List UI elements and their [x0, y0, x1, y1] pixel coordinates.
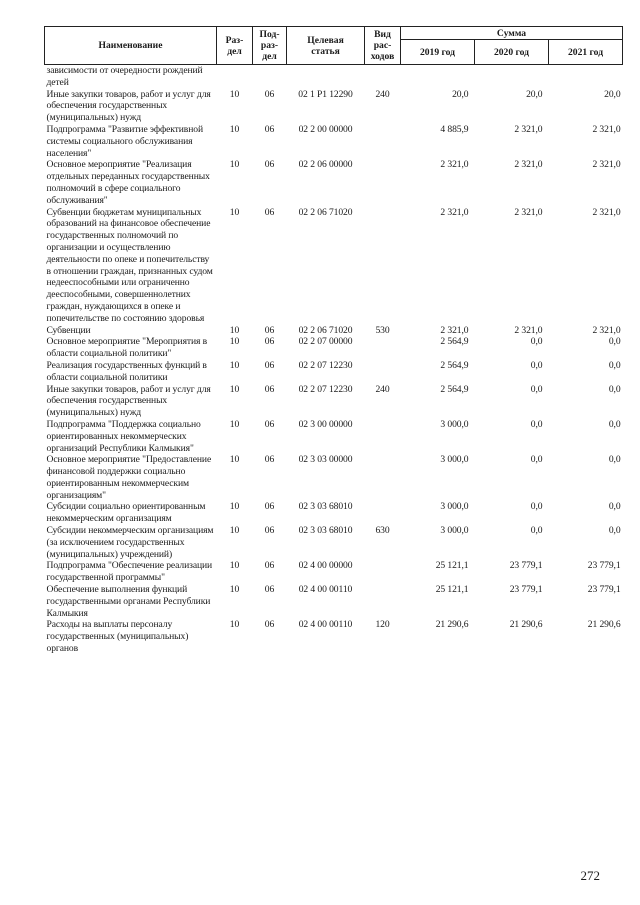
- row-name: Расходы на выплаты персоналу государственных (муниципальных) органов: [46, 619, 189, 655]
- row-podrazdel: 06: [264, 336, 275, 348]
- row-sum-2019: 2 321,0: [440, 159, 469, 171]
- table-row: [45, 419, 623, 454]
- row-sum-2020: 0,0: [530, 359, 543, 371]
- row-sum-2019: 21 290,6: [435, 619, 469, 631]
- row-vid: 120: [375, 619, 390, 631]
- row-target: 02 2 06 71020: [298, 324, 353, 336]
- row-sum-2020: [475, 65, 549, 89]
- row-sum-2021: 0,0: [608, 501, 621, 513]
- row-vid: 530: [375, 324, 390, 336]
- table-row: [45, 454, 623, 501]
- row-sum-2020: 0,0: [530, 501, 543, 513]
- row-razdel: 10: [229, 584, 240, 596]
- row-podrazdel: 06: [264, 454, 275, 466]
- row-podrazdel: 06: [264, 123, 275, 135]
- row-sum-2019: 3 000,0: [440, 525, 469, 537]
- row-sum-2020: 0,0: [530, 418, 543, 430]
- table-row: [45, 207, 623, 325]
- row-name: Обеспечение выполнения функций государственными органами Республики Калмыкия: [46, 584, 211, 619]
- row-sum-2019: 20,0: [452, 88, 469, 100]
- row-vid: [365, 560, 401, 584]
- row-name: Основное мероприятие "Предоставление финансовой поддержки социально ориентированным некоммерческим организациям": [46, 454, 212, 501]
- table-row: [45, 65, 623, 89]
- row-podrazdel: 06: [264, 324, 275, 336]
- row-sum-2021: [549, 65, 623, 89]
- row-vid: [365, 159, 401, 206]
- row-sum-2019: 2 321,0: [440, 324, 469, 336]
- header-sum: Сумма: [401, 27, 623, 40]
- row-podrazdel: 06: [264, 359, 275, 371]
- row-sum-2020: 0,0: [530, 525, 543, 537]
- row-razdel: 10: [229, 619, 240, 631]
- row-podrazdel: 06: [264, 206, 275, 218]
- table-row: [45, 584, 623, 619]
- row-name: Подпрограмма "Поддержка социально ориентированных некоммерческих организаций Республики Калмыкия": [46, 418, 201, 454]
- row-target: 02 2 07 12230: [298, 359, 353, 371]
- table-row: [45, 325, 623, 337]
- row-sum-2021: 20,0: [604, 88, 621, 100]
- row-name: Основное мероприятие "Реализация отдельных переданных государственных полномочий в сфере социального обслуживания": [46, 159, 210, 206]
- row-sum-2019: [401, 65, 475, 89]
- row-target: 02 2 07 12230: [298, 383, 353, 395]
- row-target: 02 4 00 00000: [298, 560, 353, 572]
- row-vid: [365, 454, 401, 501]
- table-row: [45, 336, 623, 360]
- header-razdel: Раз- дел: [217, 27, 253, 65]
- row-sum-2021: 0,0: [608, 383, 621, 395]
- row-sum-2021: 21 290,6: [587, 619, 621, 631]
- row-sum-2020: 0,0: [530, 454, 543, 466]
- row-razdel: 10: [229, 159, 240, 171]
- row-target: 02 2 06 71020: [298, 206, 353, 218]
- row-podrazdel: 06: [264, 88, 275, 100]
- row-razdel: [217, 65, 253, 89]
- row-target: 02 2 06 00000: [298, 159, 353, 171]
- row-podrazdel: 06: [264, 560, 275, 572]
- row-target: 02 3 03 00000: [298, 454, 353, 466]
- row-target: 02 3 00 00000: [298, 418, 353, 430]
- row-sum-2020: 23 779,1: [509, 560, 543, 572]
- row-name: Подпрограмма "Обеспечение реализации государственной программы": [46, 560, 213, 584]
- row-target: 02 4 00 00110: [298, 584, 353, 596]
- row-podrazdel: 06: [264, 525, 275, 537]
- row-razdel: 10: [229, 324, 240, 336]
- row-sum-2021: 23 779,1: [587, 584, 621, 596]
- row-sum-2019: 2 564,9: [440, 336, 469, 348]
- row-sum-2021: 0,0: [608, 418, 621, 430]
- row-sum-2019: 4 885,9: [440, 123, 469, 135]
- row-sum-2020: 2 321,0: [514, 324, 543, 336]
- row-vid: 240: [375, 383, 390, 395]
- table-row: [45, 619, 623, 654]
- row-name: Субвенции: [46, 324, 91, 336]
- row-sum-2019: 25 121,1: [435, 584, 469, 596]
- table-row: [45, 159, 623, 206]
- table-header: [45, 27, 623, 65]
- row-sum-2020: 2 321,0: [514, 206, 543, 218]
- row-razdel: 10: [229, 88, 240, 100]
- table-row: [45, 360, 623, 384]
- row-podrazdel: [253, 65, 287, 89]
- table-row: [45, 560, 623, 584]
- row-name: Субсидии социально ориентированным некоммерческим организациям: [46, 501, 206, 525]
- row-sum-2021: 0,0: [608, 525, 621, 537]
- row-razdel: 10: [229, 383, 240, 395]
- header-2021: 2021 год: [549, 40, 623, 65]
- row-razdel: 10: [229, 501, 240, 513]
- row-sum-2019: 2 321,0: [440, 206, 469, 218]
- row-razdel: 10: [229, 454, 240, 466]
- row-vid: [365, 65, 401, 89]
- header-2019: 2019 год: [401, 40, 475, 65]
- table-row: [45, 525, 623, 560]
- row-sum-2019: 2 564,9: [440, 383, 469, 395]
- row-vid: [365, 419, 401, 454]
- row-sum-2020: 2 321,0: [514, 159, 543, 171]
- row-sum-2019: 25 121,1: [435, 560, 469, 572]
- row-sum-2020: 23 779,1: [509, 584, 543, 596]
- row-sum-2020: 0,0: [530, 383, 543, 395]
- table-body: [45, 65, 623, 655]
- row-name: Основное мероприятие "Мероприятия в области социальной политики": [46, 336, 208, 360]
- row-razdel: 10: [229, 123, 240, 135]
- row-sum-2019: 3 000,0: [440, 454, 469, 466]
- row-target: 02 3 03 68010: [298, 501, 353, 513]
- header-2020: 2020 год: [475, 40, 549, 65]
- row-razdel: 10: [229, 206, 240, 218]
- row-sum-2021: 0,0: [608, 336, 621, 348]
- row-vid: [365, 501, 401, 525]
- row-name: Подпрограмма "Развитие эффективной системы социального обслуживания населения": [46, 123, 203, 159]
- row-sum-2021: 0,0: [608, 454, 621, 466]
- row-name: Субсидии некоммерческим организациям (за исключением государственных (муниципальных) учреждений): [46, 525, 214, 560]
- row-vid: [365, 124, 401, 159]
- row-razdel: 10: [229, 560, 240, 572]
- row-podrazdel: 06: [264, 619, 275, 631]
- row-target: 02 4 00 00110: [298, 619, 353, 631]
- row-sum-2020: 2 321,0: [514, 123, 543, 135]
- row-sum-2021: 2 321,0: [592, 324, 621, 336]
- row-sum-2021: 2 321,0: [592, 206, 621, 218]
- row-target: 02 2 07 00000: [298, 336, 353, 348]
- page-number: 272: [580, 868, 600, 883]
- row-razdel: 10: [229, 336, 240, 348]
- row-name: Реализация государственных функций в области социальной политики: [46, 359, 207, 383]
- table-row: [45, 501, 623, 525]
- header-name: Наименование: [45, 27, 217, 65]
- row-razdel: 10: [229, 525, 240, 537]
- row-podrazdel: 06: [264, 383, 275, 395]
- header-target: Целевая статья: [287, 27, 365, 65]
- row-razdel: 10: [229, 359, 240, 371]
- row-sum-2021: 2 321,0: [592, 123, 621, 135]
- row-sum-2020: 21 290,6: [509, 619, 543, 631]
- row-podrazdel: 06: [264, 584, 275, 596]
- table-row: [45, 89, 623, 124]
- row-target: [287, 65, 365, 89]
- row-vid: [365, 584, 401, 619]
- row-vid: [365, 336, 401, 360]
- row-razdel: 10: [229, 418, 240, 430]
- row-vid: [365, 207, 401, 325]
- row-vid: 630: [375, 525, 390, 537]
- row-podrazdel: 06: [264, 501, 275, 513]
- row-name: Иные закупки товаров, работ и услуг для обеспечения государственных (муниципальных) нужд: [46, 88, 211, 124]
- table-row: [45, 124, 623, 159]
- table-row: [45, 384, 623, 419]
- row-sum-2020: 0,0: [530, 336, 543, 348]
- row-sum-2019: 3 000,0: [440, 418, 469, 430]
- row-name: Субвенции бюджетам муниципальных образований на финансовое обеспечение государственных полномочий по организации и осуществлению деятельности по опеке и попечительству в отношении граждан, признанных судом недееспособными или ограниченно дееспособными, совершеннолетних граждан, нуждающихся в опеке и попечительстве по состоянию здоровья: [46, 206, 213, 324]
- row-sum-2020: 20,0: [526, 88, 543, 100]
- row-sum-2021: 23 779,1: [587, 560, 621, 572]
- row-sum-2019: 3 000,0: [440, 501, 469, 513]
- row-vid: 240: [375, 88, 390, 100]
- row-sum-2021: 2 321,0: [592, 159, 621, 171]
- row-podrazdel: 06: [264, 159, 275, 171]
- budget-table: [44, 26, 623, 655]
- row-target: 02 2 00 00000: [298, 123, 353, 135]
- row-podrazdel: 06: [264, 418, 275, 430]
- header-podrazdel: Под- раз- дел: [253, 27, 287, 65]
- row-name: Иные закупки товаров, работ и услуг для обеспечения государственных (муниципальных) нужд: [46, 383, 211, 419]
- row-target: 02 3 03 68010: [298, 525, 353, 537]
- row-target: 02 1 P1 12290: [298, 88, 353, 100]
- header-vid: Вид рас- ходов: [365, 27, 401, 65]
- row-sum-2019: 2 564,9: [440, 359, 469, 371]
- row-name: зависимости от очередности рождений детей: [46, 65, 203, 88]
- row-vid: [365, 360, 401, 384]
- row-sum-2021: 0,0: [608, 359, 621, 371]
